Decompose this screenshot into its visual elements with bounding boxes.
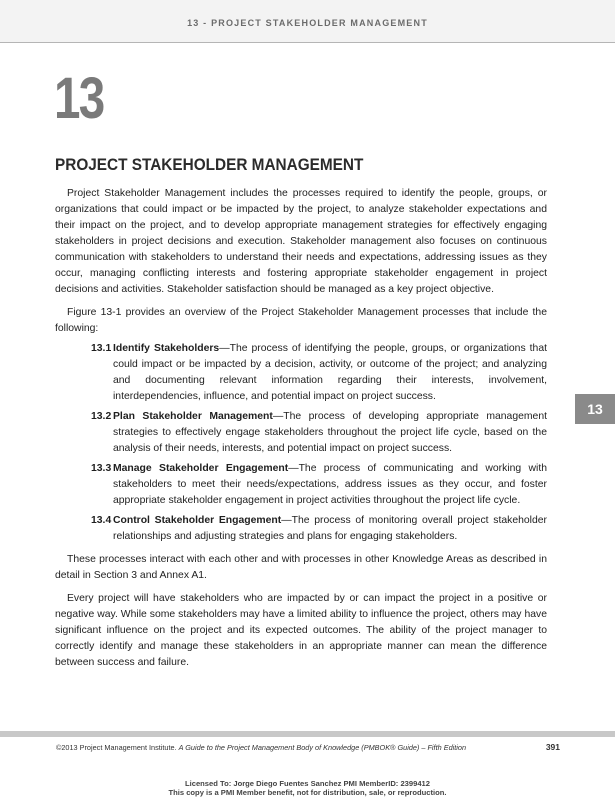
license-line-2: This copy is a PMI Member benefit, not for distribution, sale, or reproduction. bbox=[168, 788, 447, 797]
process-item bbox=[55, 409, 547, 457]
closing-paragraph: Every project will have stakeholders who are impacted by or can impact the project in a positive or negative way. While some stakeholders may have a limited ability to influence the project, others may have significant influence on the project and its expected outcomes. The ability of the project manager to correctly identify and manage these stakeholders in an appropriate manner can mean the difference between success and failure. bbox=[55, 593, 547, 668]
page-number: 391 bbox=[545, 742, 560, 752]
process-description: —The process of identifying the people, groups, or organizations that could impact or be impacted by a decision, activity, or outcome of the project; and analyzing and documenting relevant information regarding their interests, involvement, interdependencies, influence, and potential impact on project success. bbox=[113, 343, 547, 402]
process-number: 13.1 bbox=[91, 343, 112, 354]
book-title: A Guide to the Project Management Body of Knowledge (PMBOK® Guide) – Fifth Edition bbox=[178, 743, 467, 752]
chapter-number: 13 bbox=[54, 66, 104, 131]
license-line-1: Licensed To: Jorge Diego Fuentes Sanchez PMI MemberID: 2399412 bbox=[184, 779, 431, 788]
figure-intro-paragraph: Figure 13-1 provides an overview of the Project Stakeholder Management processes that include the following: bbox=[55, 307, 547, 334]
footer-bar bbox=[0, 731, 615, 737]
footer-copyright bbox=[56, 743, 466, 752]
intro-paragraph: Project Stakeholder Management includes the processes required to identify the people, groups, or organizations that could impact or be impacted by the project, to analyze stakeholder expectations and their impact on the project, and to develop appropriate management strategies for effectively engaging stakeholders in project decisions and execution. Stakeholder management also focuses on continuous communication with stakeholders to understand their needs and expectations, addressing issues as they occur, managing conflicting interests and fostering appropriate stakeholder engagement in project decisions and activities. Stakeholder satisfaction should be managed as a key project objective. bbox=[55, 188, 547, 295]
process-name: Control Stakeholder Engagement bbox=[113, 515, 282, 526]
process-description: —The process of monitoring overall project stakeholder relationships and adjusting strategies and plans for engaging stakeholders. bbox=[113, 515, 547, 542]
process-number: 13.4 bbox=[91, 515, 112, 526]
copyright-text: ©2013 Project Management Institute. bbox=[56, 743, 177, 752]
process-name: Manage Stakeholder Engagement bbox=[113, 463, 289, 474]
process-number: 13.2 bbox=[91, 411, 112, 422]
process-item bbox=[55, 461, 547, 509]
running-header bbox=[0, 0, 615, 43]
process-description: —The process of developing appropriate management strategies to effectively engage stakeholders throughout the project life cycle, based on the analysis of their needs, interests, and potential impact on project success. bbox=[113, 411, 547, 454]
process-number: 13.3 bbox=[91, 463, 112, 474]
license-notice bbox=[0, 779, 615, 797]
process-list bbox=[55, 341, 547, 545]
process-name: Plan Stakeholder Management bbox=[113, 411, 273, 422]
process-item bbox=[55, 513, 547, 545]
process-item bbox=[55, 341, 547, 405]
process-name: Identify Stakeholders bbox=[113, 343, 220, 354]
process-description: —The process of communicating and working with stakeholders to meet their needs/expectations, address issues as they occur, and foster appropriate stakeholder engagement in project activities throughout the project life cycle. bbox=[113, 463, 547, 506]
chapter-side-tab: 13 bbox=[575, 394, 615, 424]
running-title: 13 - PROJECT STAKEHOLDER MANAGEMENT bbox=[187, 18, 428, 28]
chapter-body bbox=[55, 186, 547, 678]
interaction-paragraph: These processes interact with each other and with processes in other Knowledge Areas as described in detail in Section 3 and Annex A1. bbox=[55, 554, 547, 581]
chapter-title: PROJECT STAKEHOLDER MANAGEMENT bbox=[55, 156, 364, 174]
